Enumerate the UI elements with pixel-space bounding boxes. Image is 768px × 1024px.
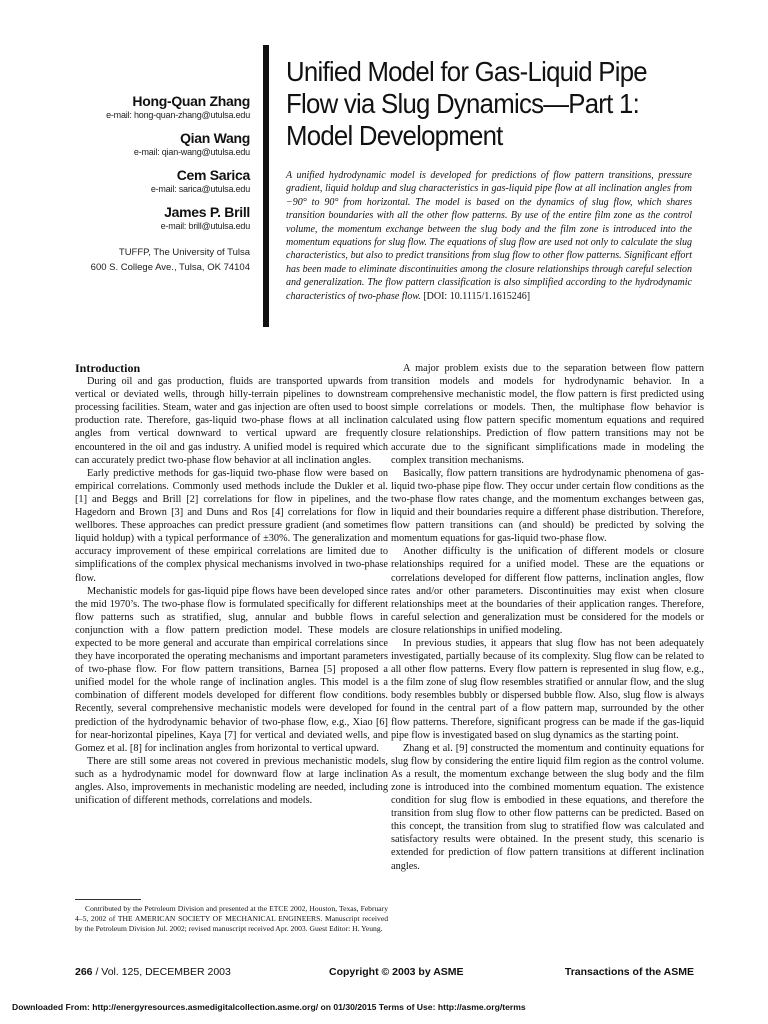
author-name: Cem Sarica: [176, 167, 250, 183]
paragraph: Another difficulty is the unification of different models or closure relationships required for a unified model. These are the equations or correlations developed for different flow patterns, inclination angles, flow rates and/or other parameters. Discontinuities may exist when closure relationships meet at the boundaries of their application ranges. Therefore, careful selection and generalization must be considered for the models or closure relationships in unified modeling.: [391, 546, 704, 636]
doi-link[interactable]: [DOI: 10.1115/1.1615246]: [423, 290, 531, 302]
journal-name: Transactions of the ASME: [564, 966, 694, 978]
paragraph: In previous studies, it appears that slug flow has not been adequately investigated, partially because of its complexity. Slug flow can be related to all other flow patterns. Every flow pattern is represented in slug flow, e.g., the film zone of slug flow resembles stratified or annular flow, and the slug body resembles bubbly or dispersed bubble flow. Also, slug flow is always found in the central part of a flow pattern map, surrounded by the other flow patterns. Therefore, significant progress can be made if the gas-liquid pipe flow is investigated based on slug dynamics as the starting point.: [391, 637, 704, 741]
section-heading: Introduction: [75, 361, 141, 375]
author-list: [60, 93, 250, 275]
abstract-text: A unified hydrodynamic model is developed for predictions of flow pattern transitions, pressure gradient, liquid holdup and slug characteristics in gas-liquid pipe flow at all inclination angles from −90° to 90° from horizontal. The model is based on the dynamics of slug flow, which shares transition boundaries with all the other flow patterns. By use of the entire film zone as the control volume, the momentum exchange between the slug body and the film zone is introduced into the momentum equations for slug flow. The equations of slug flow are used not only to calculate the slug characteristics, but also to predict transitions from slug flow to other flow patterns. Significant effort has been made to eliminate discontinuities among the closure relationships through careful selection and generalization. The flow pattern classification is also simplified according to the hydrodynamic characteristics of two-phase flow.: [286, 170, 692, 302]
author-name: Hong-Quan Zhang: [132, 93, 250, 109]
paragraph: Early predictive methods for gas-liquid two-phase flow were based on empirical correlations. Commonly used methods include the Dukler et al. [1] and Beggs and Brill [2] correlations for flow in pipelines, and the Hagedorn and Brown [3] and Duns and Ros [4] correlations for flow in wellbores. These approaches can predict pressure gradient (and sometimes liquid holdup) with a typical performance of ±30%. The generalization and accuracy improvement of these empirical correlations are limited due to simplifications of the complex physical mechanisms involved in two-phase flow.: [75, 467, 388, 584]
author-email[interactable]: e-mail: brill@utulsa.edu: [160, 221, 250, 231]
author-name: James P. Brill: [164, 204, 250, 220]
paragraph: Zhang et al. [9] constructed the momentum and continuity equations for slug flow by considering the entire liquid film region as the control volume. As a result, the momentum exchange between the slug body and the film zone is introduced into the combined momentum equation. The existence condition for slug flow is embodied in these equations, and therefore the transition from slug flow to other flow patterns can be predicted. Based on this concept, the transition from slug to stratified flow was calculated and satisfactory results were obtained. In the present study, this scenario is extended for prediction of flow pattern transitions at different inclination angles.: [391, 742, 704, 872]
volume-info: / Vol. 125, DECEMBER 2003: [95, 966, 231, 978]
title-divider: [263, 45, 269, 327]
paragraph: Basically, flow pattern transitions are hydrodynamic phenomena of gas-liquid two-phase pipe flow. They occur under certain flow conditions as the two-phase flow rates change, and the momentum exchanges between gas, liquid and their boundaries require a different phase distribution. Therefore, flow pattern transitions can (and should) be predicted by solving the momentum equations for gas-liquid two-phase flow.: [391, 467, 704, 545]
affiliation: [60, 245, 250, 275]
paragraph: Mechanistic models for gas-liquid pipe flows have been developed since the mid 1970’s. The two-phase flow is formulated specifically for different flow patterns such as stratified, slug, annular and bubble flows in conjunction with a flow pattern prediction model. These models are expected to be more general and accurate than empirical correlations since they have incorporated the operating mechanisms and important parameters of two-phase flow. For flow pattern transitions, Barnea [5] proposed a unified model for the whole range of inclination angles. This model is a combination of different models developed for different flow conditions. Recently, several comprehensive mechanistic models were developed for prediction of the hydrodynamic behavior of two-phase flow, e.g., Xiao [6] for near-horizontal pipelines, Kaya [7] for vertical and deviated wells, and Gomez et al. [8] for inclination angles from horizontal to vertical upward.: [75, 585, 388, 754]
body-column-right: [391, 362, 704, 873]
author-email[interactable]: e-mail: hong-quan-zhang@utulsa.edu: [106, 110, 250, 120]
affiliation-line: TUFFP, The University of Tulsa: [118, 247, 250, 258]
paragraph: During oil and gas production, fluids are transported upwards from vertical or deviated wells, through hilly-terrain pipelines to downstream processing facilities. Steam, water and gas injection are often used to boost production rate. Therefore, gas-liquid two-phase flows at all inclination angles from vertical downward to vertical upward are frequently encountered in the oil and gas industry. A unified model is required which can accurately predict two-phase flow behavior at all inclination angles.: [75, 376, 388, 466]
author-name: Qian Wang: [180, 130, 250, 146]
paper-title: Unified Model for Gas-Liquid Pipe Flow via Slug Dynamics—Part 1: Model Development: [286, 56, 647, 151]
affiliation-line: 600 S. College Ave., Tulsa, OK 74104: [90, 262, 250, 273]
copyright: Copyright © 2003 by ASME: [329, 966, 464, 978]
footnote: Contributed by the Petroleum Division and presented at the ETCE 2002, Houston, Texas, February 4–5, 2002 of THE AMERICAN SOCIETY OF MECHANICAL ENGINEERS. Manuscript received by the Petroleum Division Jul. 2002; revised manuscript received Apr. 2003. Guest Editor: H. Yeung.: [75, 904, 388, 933]
author-email[interactable]: e-mail: qian-wang@utulsa.edu: [133, 147, 250, 157]
author-email[interactable]: e-mail: sarica@utulsa.edu: [150, 184, 250, 194]
footnote-divider: [75, 899, 141, 900]
page-number: 266: [75, 966, 93, 978]
paragraph: There are still some areas not covered in previous mechanistic models, such as a hydrodynamic model for downward flow at large inclination angles. Also, improvements in mechanistic modeling are needed, including unification of different methods, correlations and models.: [75, 755, 388, 807]
page-info: [75, 966, 231, 978]
download-notice[interactable]: Downloaded From: http://energyresources.asmedigitalcollection.asme.org/ on 01/30/2015 Terms of Use: http://asme.org/terms: [12, 1002, 526, 1012]
page-footer: [75, 966, 694, 982]
body-column-left: [75, 362, 388, 807]
abstract: [286, 169, 692, 303]
paragraph: A major problem exists due to the separation between flow pattern transition models and models for hydrodynamic behavior. In a comprehensive mechanistic model, the flow pattern is first predicted using simple correlations or models. Then, the multiphase flow behavior is calculated using flow pattern specific momentum equations and required closure relationships. Prediction of flow pattern transitions may not be accurate due to the significant simplifications made in modeling the complex transition mechanisms.: [391, 363, 704, 466]
